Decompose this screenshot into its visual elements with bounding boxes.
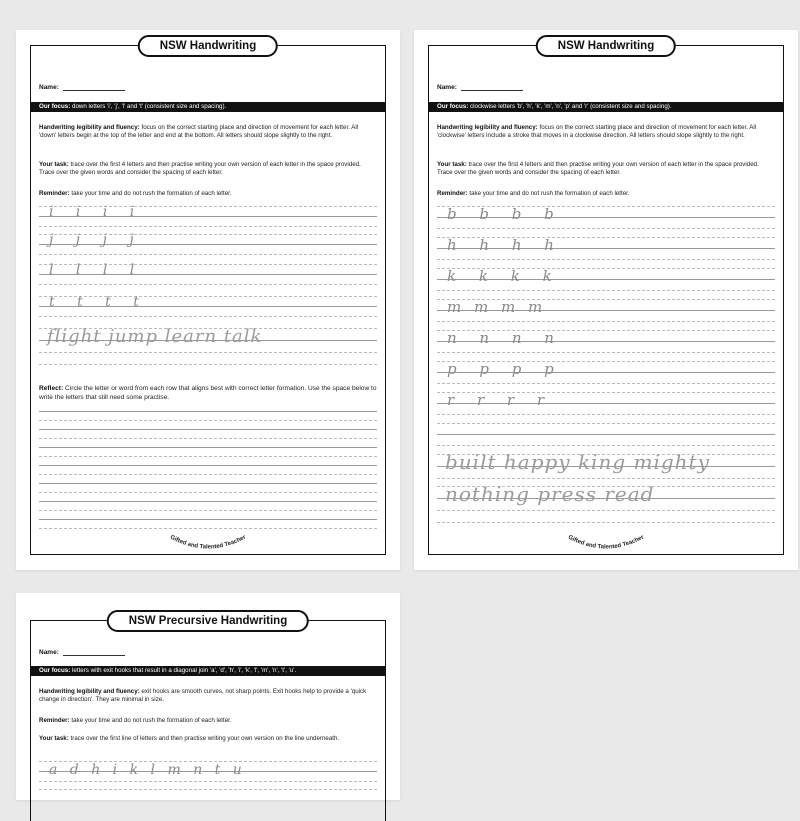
reminder-paragraph xyxy=(437,190,775,198)
focus-bar xyxy=(31,666,385,676)
trace-row-h[interactable]: h h h h xyxy=(447,236,563,254)
trace-row-t[interactable]: t t t t xyxy=(49,294,148,310)
task-label: Your task: xyxy=(39,735,69,742)
fluency-paragraph xyxy=(437,124,775,141)
trace-words[interactable]: flight jump learn talk xyxy=(47,326,263,347)
svg-text:Gifted and Talented Teacher: Gifted and Talented Teacher xyxy=(168,534,248,551)
reminder-label: Reminder: xyxy=(39,190,70,197)
fluency-text: exit hooks are smooth curves, not sharp points. Exit hooks help to provide a 'quick change in direction'. They are minimal in size. xyxy=(39,688,367,704)
reminder-label: Reminder: xyxy=(437,190,468,197)
reminder-text: take your time and do not rush the formation of each letter. xyxy=(71,190,232,197)
fluency-text: focus on the correct starting place and direction of movement for each letter. All 'clockwise' letters include a stroke that moves in a clockwise direction. All letters should slope slightly to the right. xyxy=(437,124,757,140)
worksheet-frame xyxy=(30,615,386,821)
name-field xyxy=(39,649,125,656)
trace-words-line-1[interactable]: built happy king mighty xyxy=(445,450,710,474)
task-paragraph xyxy=(437,161,775,178)
task-text: trace over the first line of letters and then practise writing your own version on the line underneath. xyxy=(70,735,340,742)
practice-area[interactable] xyxy=(39,206,377,376)
name-field xyxy=(437,84,523,91)
trace-words-line-2[interactable]: nothing press read xyxy=(445,482,655,506)
reminder-text: take your time and do not rush the formation of each letter. xyxy=(469,190,630,197)
fluency-label: Handwriting legibility and fluency: xyxy=(39,688,140,695)
reflect-label: Reflect: xyxy=(39,385,64,392)
name-blank[interactable] xyxy=(63,649,125,656)
task-text: trace over the first 4 letters and then practise writing your own version of each letter in the space provided. Trace over the given words and consider the spacing of each letter. xyxy=(437,161,759,177)
focus-bar xyxy=(429,102,783,112)
worksheet-title: NSW Precursive Handwriting xyxy=(107,610,309,632)
svg-text:Gifted and Talented Teacher: Gifted and Talented Teacher xyxy=(566,534,646,551)
reminder-paragraph xyxy=(39,717,377,725)
reflect-paragraph xyxy=(39,384,377,402)
focus-text: down letters 'i', 'j', 'l' and 't' (consistent size and spacing). xyxy=(72,103,227,110)
task-paragraph xyxy=(39,735,377,743)
reminder-text: take your time and do not rush the formation of each letter. xyxy=(71,717,232,724)
worksheet-down-letters xyxy=(16,30,400,570)
trace-row-exit-hooks[interactable]: a d h i k l m n t u xyxy=(49,762,246,778)
name-label: Name: xyxy=(39,649,59,656)
trace-row-b[interactable]: b b b b xyxy=(447,205,563,223)
reminder-paragraph xyxy=(39,190,377,198)
reflect-text: Circle the letter or word from each row that aligns best with correct letter formation. Use the space below to write the letters that still need some practise. xyxy=(39,385,377,401)
fluency-text: focus on the correct starting place and direction of movement for each letter. All 'down' letters begin at the top of the letter and end at the bottom. All letters should slope slightly to the right. xyxy=(39,124,359,140)
worksheet-clockwise-letters xyxy=(414,30,798,570)
focus-label: Our focus: xyxy=(437,103,469,110)
name-label: Name: xyxy=(437,84,457,91)
worksheet-precursive xyxy=(16,593,400,800)
trace-row-r[interactable]: r r r r xyxy=(447,391,553,409)
name-field xyxy=(39,84,125,91)
trace-row-l[interactable]: l l l l xyxy=(49,262,144,278)
fluency-label: Handwriting legibility and fluency: xyxy=(437,124,538,131)
task-label: Your task: xyxy=(437,161,467,168)
reminder-label: Reminder: xyxy=(39,717,70,724)
focus-text: clockwise letters 'b', 'h', 'k', 'm', 'n', 'p' and 'r' (consistent size and spacing). xyxy=(470,103,672,110)
trace-row-n[interactable]: n n n n xyxy=(447,329,563,347)
practice-area[interactable] xyxy=(437,206,775,536)
focus-label: Our focus: xyxy=(39,103,71,110)
trace-row-i[interactable]: i i i i xyxy=(49,204,144,220)
focus-text: letters with exit hooks that result in a diagonal join 'a', 'd', 'h', 'i', 'k', 'l', 'm', 'n', 't', 'u'. xyxy=(72,667,297,674)
name-label: Name: xyxy=(39,84,59,91)
fluency-paragraph xyxy=(39,688,377,705)
name-blank[interactable] xyxy=(461,84,523,91)
practice-area[interactable] xyxy=(39,761,377,801)
trace-row-m[interactable]: m m m m xyxy=(447,298,547,316)
brand-logo xyxy=(163,534,253,556)
task-text: trace over the first 4 letters and then practise writing your own version of each letter in the space provided. Trace over the given words and consider the spacing of each letter. xyxy=(39,161,361,177)
worksheet-title: NSW Handwriting xyxy=(138,35,278,57)
fluency-paragraph xyxy=(39,124,377,141)
trace-row-p[interactable]: p p p p xyxy=(447,360,563,378)
focus-label: Our focus: xyxy=(39,667,71,674)
worksheet-frame xyxy=(30,40,386,555)
trace-row-k[interactable]: k k k k xyxy=(447,267,561,285)
fluency-label: Handwriting legibility and fluency: xyxy=(39,124,140,131)
trace-row-j[interactable]: j j j j xyxy=(49,232,143,248)
focus-bar xyxy=(31,102,385,112)
worksheet-frame xyxy=(428,40,784,555)
worksheet-title: NSW Handwriting xyxy=(536,35,676,57)
name-blank[interactable] xyxy=(63,84,125,91)
task-paragraph xyxy=(39,161,377,178)
reflect-writing-lines[interactable] xyxy=(39,411,377,511)
task-label: Your task: xyxy=(39,161,69,168)
brand-logo xyxy=(561,534,651,556)
